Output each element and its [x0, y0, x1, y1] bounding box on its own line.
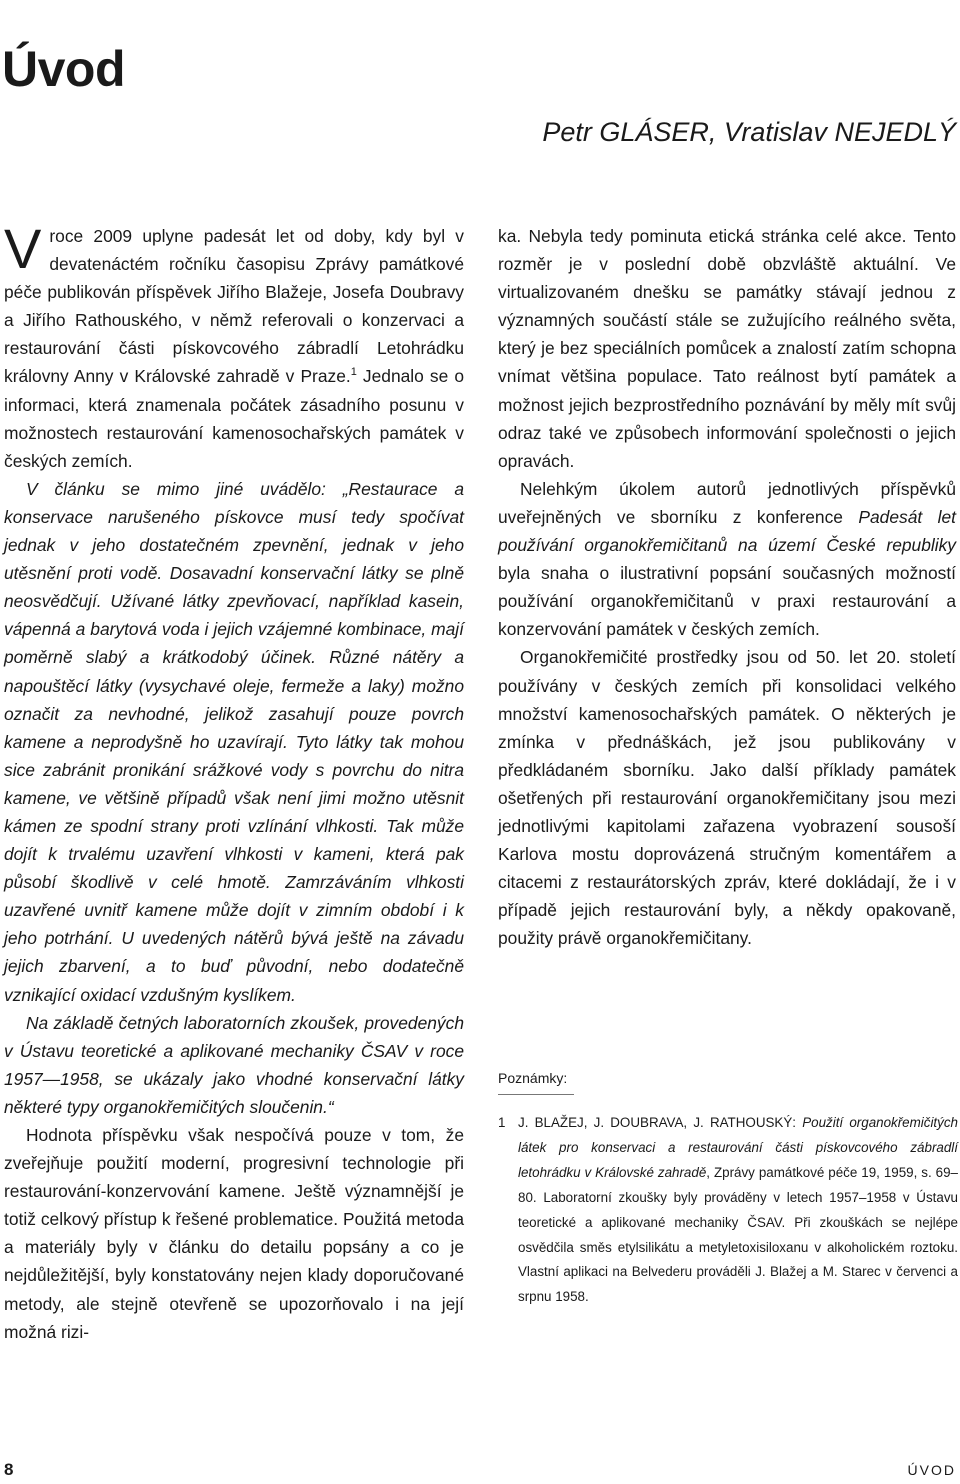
left-column: [4, 217, 465, 1346]
intro-paragraph: [4, 217, 465, 475]
quote-text-2: Na základě četných laboratorních zkoušek, provedených v Ústavu teoretické a aplikované mechaniky ČSAV v roce 1957—1958, se ukázaly jako vhodné konservační látky některé typy organokřemičitých sloučenin.“: [4, 1012, 464, 1117]
footnote-item: [498, 1111, 958, 1310]
right-column: [498, 222, 956, 952]
footnotes-section: [498, 1068, 958, 1310]
footnote-title: Použití organokřemičitých látek pro konservaci a restaurování části pískovcového zábradlí letohrádku v Královské zahradě: [518, 1115, 958, 1180]
article-authors: Petr GLÁSER, Vratislav NEJEDLÝ: [542, 117, 956, 147]
page-number: 8: [4, 1460, 14, 1479]
value-paragraph: Hodnota příspěvku však nespočívá pouze v tom, že zveřejňuje použití moderní, progresivní technologie při restaurování-konzervování kamene. Ještě významnější je totiž celkový přístup k řešené problematice. Použitá metoda a materiály byly v článku do detailu popsány a co je nejdůležitější, byly konstatovány nejen klady doporučované metody, ale stejně otevřeně se upozorňovalo i na její možná rizi-: [4, 1125, 464, 1342]
history-paragraph: Organokřemičité prostředky jsou od 50. let 20. století používány v českých zemích při konsolidaci velkého množství kamenosochařských památek. O některých je zmínka v přednáškách, jež jsou publikovány v předkládaném sborníku. Jako další příklady památek ošetřených při restaurování organokřemičitany jsou mezi jednotlivými kapitolami zařazena vyobrazení sousoší Karlova mostu doprovázená stručným komentářem a citacemi z restaurátorských zpráv, které dokládají, že i v případě jejich restaurování byly, a někdy opakovaně, použity právě organokřemičitany.: [498, 647, 956, 949]
drop-cap: V: [4, 217, 42, 280]
running-footer: ÚVOD: [907, 1462, 956, 1478]
footnote-authors: J. BLAŽEJ, J. DOUBRAVA, J. RATHOUSKÝ:: [518, 1115, 803, 1130]
footnote-details: , Zprávy památkové péče 19, 1959, s. 69–80. Laboratorní zkoušky byly prováděny v letech 1957–1958 v Ústavu teoretické a aplikované mechaniky ČSAV. Při zkouškách se nejlépe osvědčila směs etylsilikátu a metyletoxisiloxanu v alkoholickém roztoku. Vlastní aplikaci na Belvederu prováděli J. Blažej a M. Starec v červenci a srpnu 1958.: [518, 1164, 959, 1305]
conference-text-continued: byla snaha o ilustrativní popsání současných možností používání organokřemičitanů v praxi restaurování a konzervování památek v českých zemích.: [498, 563, 956, 640]
conference-title: Padesát let používání organokřemičitanů na území České republiky: [498, 506, 956, 556]
quote-paragraph: [4, 475, 464, 1009]
page-title: Úvod: [2, 40, 125, 97]
footnote-ref-1[interactable]: 1: [350, 366, 357, 379]
quote-text: V článku se mimo jiné uvádělo: „Restaurace a konservace narušeného pískovce musí tedy spočívat jednak v jeho dostatečném zpevnění, jednak v jeho utěsnění proti vodě. Dosavadní konservační látky se plně neosvědčují. Užívané látky zpevňovací, například kasein, vápenná a barytová voda i jejich vzájemné kombinace, mají poměrně slabý a krátkodobý účinek. Různé nátěry a napouštěcí látky (vysychavé oleje, fermeže a laky) možno označit za nevhodné, jelikož zasahují pouze povrch kamene a neprodyšně ho uzavírají. Tyto látky tak mohou sice zabránit pronikání srážkové vody s povrchu do nitra kamene, ve většině případů však není jimi možno utěsnit kámen ze spodní strany proti vzlínání vlhkosti. Tak může dojít k trvalému uzavření vlhkosti v kameni, která pak působí škodlivě v celé hmotě. Zamrzáváním vlhkosti uzavřené uvnitř kamene může dojít v zimním období i k jeho potrhání. U uvedených nátěrů bývá ještě na závadu jejich zbarvení, a to buď původní, nebo dodatečně vznikající oxidací vzdušným kyslíkem.: [4, 478, 464, 1005]
conference-paragraph: [498, 475, 956, 644]
conference-text: Nelehkým úkolem autorů jednotlivých příspěvků uveřejněných ve sborníku z konference: [498, 478, 956, 527]
footnote-number: 1: [498, 1115, 506, 1130]
footnotes-heading: Poznámky:: [498, 1068, 574, 1095]
intro-text: roce 2009 uplyne padesát let od doby, kdy byl v devatenáctém ročníku časopisu Zprávy památkové péče publikován příspěvek Jiřího Blažeje, Josefa Doubravy a Jiřího Rathouského, v němž referovali o konzervaci a restaurování části pískovcového zábradlí Letohrádku královny Anny v Královské zahradě v Praze.: [4, 226, 464, 387]
continued-paragraph: ka. Nebyla tedy pominuta etická stránka celé akce. Tento rozměr je v poslední době obzvláště aktuální. Ve virtualizovaném dnešku se památky stávají jednou z významných součástí stále se zužujícího reálného světa, který je bez speciálních pomůcek a znalostí zatím schopna vnímat většina populace. Tato reálnost bytí památek a možnost jejich bezprostředního poznávání by měly mít svůj odraz také ve způsobech informování společnosti o jejich opravách.: [498, 226, 956, 471]
intro-text-continued: Jednalo se o informaci, která znamenala počátek zásadního posunu v možnostech restaurování kamenosochařských památek v českých zemích.: [4, 366, 465, 471]
quote-paragraph-2: [4, 1009, 464, 1121]
footnote-text: [518, 1111, 958, 1310]
